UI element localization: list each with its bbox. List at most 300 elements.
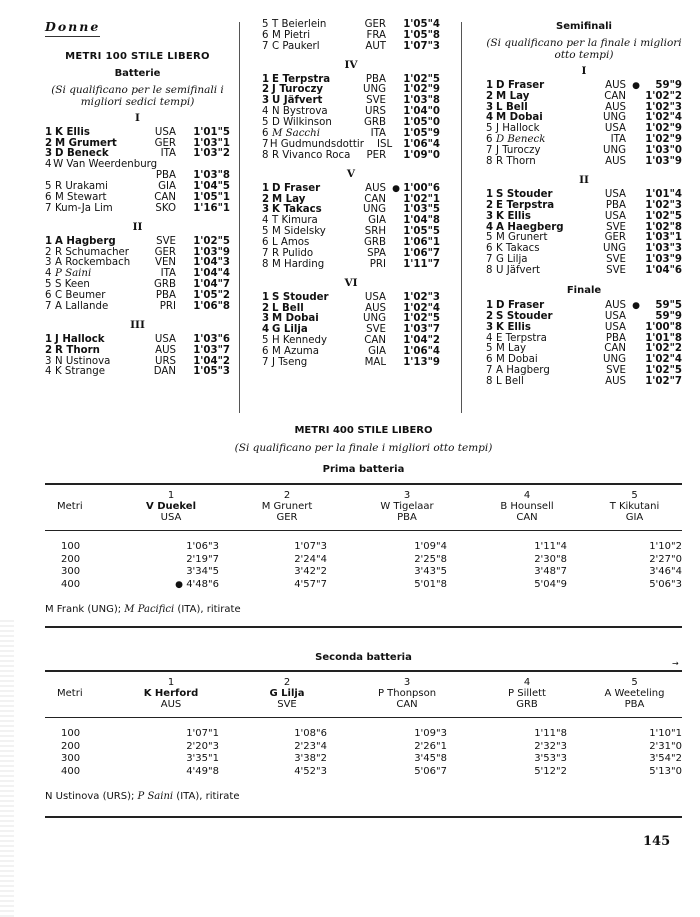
position: 3 [45,355,52,367]
athlete-name: K Ellis [496,210,531,222]
athlete-name: J Tseng [272,356,308,368]
swimmer-nation: CAN [396,699,418,710]
split-distance: 100 [61,541,81,552]
athlete-name: R Vivanco Roca [271,149,351,161]
nation: UNG [603,243,626,255]
heat-2-bottom-rule [45,816,682,818]
position: 6 [262,237,269,249]
heats-subtitle: Batterie [114,67,161,79]
split-time [115,753,227,766]
position: 3 [486,101,494,113]
nation: GER [154,246,176,258]
record-marker [176,171,190,182]
nation: UNG [363,313,386,325]
record-dot-icon: ● [632,80,640,91]
result-row [486,201,682,212]
swimmer-column-header [467,490,587,523]
athlete-name: C Paukerl [272,40,320,52]
athlete-name: U Jäfvert [496,265,541,277]
position: 7 [262,356,269,368]
split-time-value: 2'30"8 [534,553,567,565]
record-marker [626,92,640,103]
split-time-value: 4'57"7 [294,578,327,590]
athlete-name: K Takacs [272,204,322,216]
split-time-value: 3'46"4 [649,566,682,578]
nation: UNG [603,354,626,366]
time: 1'04"8 [403,215,440,227]
athlete-name: D Fraser [496,79,545,91]
athlete-name: S Stouder [272,291,329,303]
metri-column-header: Metri [57,501,83,512]
athlete-name: D Fraser [496,299,545,311]
nation: PBA [155,290,176,302]
position: 5 [262,117,269,129]
time: 1'04"3 [193,257,230,269]
swimmer-column-header [587,677,682,710]
time: 1'02"9 [645,123,682,135]
result-row [45,367,230,378]
record-marker [176,204,190,215]
time: 1'02"8 [645,221,682,233]
record-marker [386,216,400,227]
position: 3 [262,95,270,107]
position: 5 [45,181,52,193]
heat-label: IV [344,58,358,71]
record-marker [626,377,640,388]
record-marker [386,20,400,31]
position: 2 [486,199,494,211]
position: 3 [45,257,52,269]
record-marker [176,149,190,160]
record-marker [386,227,400,238]
time: 1'11"7 [403,258,440,270]
position: 8 [262,149,269,161]
heat-label: I [581,64,587,77]
record-marker [176,357,190,368]
athlete-name: J Turoczy [272,84,324,96]
athlete-name: E Terpstra [272,73,331,85]
nation: CAN [154,191,176,203]
result-row [45,237,230,248]
time: 1'06"4 [403,346,440,358]
swimmer-position: 4 [523,677,531,688]
position: 4 [45,268,52,280]
athlete-name: M Grumert [55,137,117,149]
time: 1'02"7 [645,376,682,388]
nation: ITA [160,268,176,280]
nation: ISL [377,138,393,150]
time: 1'02"4 [403,302,440,314]
split-time-value: 2'31"0 [649,740,682,752]
split-distance: 200 [61,553,81,565]
result-row [486,377,682,388]
position: 4 [45,159,52,171]
split-time-value: 3'38"2 [294,753,327,765]
nation: USA [154,333,176,345]
time: 1'02"9 [403,84,440,96]
time: 1'04"4 [193,268,230,280]
time: 1'02"3 [403,291,440,303]
time: 1'04"2 [403,335,440,347]
heat-2-splits [45,728,682,778]
athlete-name: H Kennedy [272,335,328,347]
nation: AUS [155,344,176,356]
page-number: 145 [643,834,671,849]
split-distance: 400 [61,765,81,777]
time: 1'02"3 [645,101,682,113]
swimmer-position: 5 [631,490,638,501]
nation: PBA [605,199,626,211]
time: 1'02"4 [645,112,682,124]
record-marker [626,323,640,334]
position: 3 [486,321,494,333]
column-right [486,20,682,388]
athlete-name: K Strange [55,366,106,378]
nation: SVE [366,324,386,336]
record-marker [626,157,640,168]
split-time [587,728,682,741]
split-time-value: 2'25"8 [414,553,447,565]
position: 8 [486,156,493,168]
split-time-value: 1'10"2 [649,541,682,552]
time: 1'01"4 [645,188,682,200]
time: 1'02"2 [645,90,682,102]
withdrawn-part-b: P Saini [137,791,174,802]
split-time [467,566,587,579]
nation: USA [604,123,626,135]
column-left [45,20,230,378]
position: 8 [486,376,493,388]
athlete-name: M Sacchi [272,128,320,140]
swimmer-nation: CAN [516,512,538,523]
event-400-title: METRI 400 STILE LIBERO [294,425,433,436]
heat-results [45,128,230,215]
position: 1 [45,126,53,138]
time: 1'04"2 [193,355,230,367]
nation: SVE [606,365,626,377]
time: 1'02"5 [403,73,440,85]
result-row [486,92,682,103]
nation: VEN [154,257,176,269]
position: 6 [45,191,52,203]
time: 1'05"8 [403,29,440,41]
time: 1'05"5 [403,226,440,238]
split-time [467,728,587,741]
heat-1-withdrawn [45,604,241,615]
swimmer-column-header [227,677,347,710]
record-marker [626,190,640,201]
record-marker [386,195,400,206]
split-time [347,566,467,579]
nation: SVE [606,254,626,266]
athlete-name: S Stouder [496,188,553,200]
split-time-value: 5'06"3 [649,578,682,590]
nation: PER [366,149,387,161]
split-time-value: 3'48"7 [534,566,567,578]
split-time-value: 4'49"8 [186,765,219,777]
result-row [486,323,682,334]
time: 1'02"2 [645,343,682,355]
position: 7 [45,301,52,312]
position: 5 [262,335,269,347]
record-marker [626,255,640,266]
position: 7 [486,365,493,377]
heat-1-top-rule [45,483,682,485]
time: 1'04"5 [193,181,230,193]
metri-column-header: Metri [57,688,83,699]
split-time-value: 2'19"7 [186,553,219,565]
swimmer-nation: PBA [397,512,417,523]
athlete-name: A Hagberg [55,235,116,247]
split-distance: 300 [61,753,81,765]
time: 59"9 [655,310,682,322]
time: 1'06"8 [193,301,230,312]
record-marker [626,223,640,234]
time: 1'02"5 [193,235,230,247]
position: 2 [262,84,270,96]
position: 6 [262,128,269,140]
record-marker [626,135,640,146]
position: 6 [486,243,493,255]
semis-subtitle: Semifinali [556,21,612,32]
nation: DAN [153,366,176,378]
nation: GER [364,19,386,30]
record-marker [386,238,400,249]
record-marker [176,128,190,139]
record-marker [386,205,400,216]
time: 1'03"9 [193,246,230,258]
swimmer-name: A Weeteling [604,688,665,699]
result-row [262,260,440,271]
athlete-name: T Beierlein [272,19,327,30]
swimmer-position: 5 [631,677,638,688]
split-time-value: 5'04"9 [534,578,567,590]
athlete-name: R Pulido [272,247,314,259]
position: 6 [262,29,269,41]
split-time [467,753,587,766]
result-row [262,358,440,369]
athlete-name: M Dobai [496,112,543,124]
split-time-value: 2'23"4 [294,740,327,752]
nation: USA [604,310,626,322]
nation: MAL [364,356,386,368]
split-time [347,753,467,766]
time: 1'03"0 [645,145,682,157]
withdrawn-part-a: M Frank (UNG); [45,604,122,615]
record-marker [176,335,190,346]
split-time-value: 3'43"5 [414,566,447,578]
record-dot-icon: ● [392,183,400,194]
athlete-name: L Amos [272,237,310,249]
record-marker [176,237,190,248]
split-time-value: 2'24"4 [294,553,327,565]
position: 1 [45,333,53,345]
swimmer-column-header [587,490,682,523]
time: 1'02"9 [645,134,682,146]
position: 4 [45,366,52,378]
heat-1-header-rule [45,530,682,531]
time: 1'01"8 [645,332,682,344]
heat-results [45,335,230,379]
nation: UNG [363,204,386,216]
swimmer-position: 1 [167,490,175,501]
record-dot-icon: ● [632,300,640,311]
nation: USA [604,188,626,200]
record-marker [626,113,640,124]
record-marker [386,85,400,96]
nation: GRB [154,279,176,291]
heat-label: II [132,220,143,233]
split-distance: 300 [61,566,81,578]
position: 7 [486,254,493,266]
nation: GRB [364,117,386,129]
athlete-name: M Lay [496,343,526,355]
swimmer-column-header [115,490,227,523]
position: 3 [262,313,270,325]
split-time [587,566,682,579]
split-time [227,741,347,754]
swimmer-nation: SVE [277,699,297,710]
split-time [347,728,467,741]
result-row [45,204,230,215]
athlete-name: D Beneck [496,134,546,146]
athlete-name: K Ellis [496,321,531,333]
athlete-name: E Terpstra [496,332,547,344]
swimmer-nation: USA [160,512,182,523]
heat-2-title: Seconda batteria [315,652,412,663]
time: 1'03"7 [193,344,230,356]
position: 4 [486,221,494,233]
time: 1'05"2 [193,290,230,302]
position: 1 [262,73,270,85]
record-marker [626,355,640,366]
swimmer-position: 2 [283,490,291,501]
position: 1 [486,79,494,91]
time: 1'04"6 [645,265,682,277]
record-marker [386,314,400,325]
record-marker [176,193,190,204]
time: 1'03"7 [403,324,440,336]
event-400-note: (Si qualificano per la finale i migliori otto tempi) [234,442,493,454]
position: 5 [486,123,493,135]
position: 2 [262,302,270,314]
record-dot-icon: ● [175,579,183,590]
nation: GER [154,137,176,149]
athlete-name: R Thorn [496,156,536,168]
record-marker [626,266,640,277]
time: 1'13"9 [403,356,440,368]
nation: AUS [605,79,626,91]
split-time [227,554,347,567]
athlete-name: R Schumacher [55,246,129,258]
athlete-name: M Harding [272,258,325,270]
nation: PBA [605,332,626,344]
split-time-value: 4'48"6 [186,578,219,590]
split-time [347,766,467,779]
record-marker [386,325,400,336]
record-marker [386,347,400,358]
split-time-value: 1'07"1 [186,728,219,739]
semis-note: (Si qualificano per la finale i migliori otto tempi) [486,36,682,61]
athlete-name: M Dobai [496,354,538,366]
position: 5 [486,343,493,355]
split-time [227,766,347,779]
swimmer-name: T Kikutani [609,501,660,512]
time: 1'03"3 [645,243,682,255]
withdrawn-part-a: N Ustinova (URS); [45,791,135,802]
heat-1-header [45,490,682,523]
nation: SVE [606,265,626,277]
time: 1'05"9 [403,128,440,140]
heat-label: I [135,111,140,124]
position: 5 [262,226,269,238]
split-time [467,766,587,779]
athlete-name: S Keen [55,279,90,291]
nation: PRI [369,258,386,270]
time: 1'03"2 [193,148,230,160]
position: 3 [486,210,494,222]
time: 1'02"5 [645,210,682,222]
position: 4 [262,215,269,227]
split-time [587,766,682,779]
swimmer-column-header [227,490,347,523]
heat-label: V [346,167,356,180]
swimmer-column-header [115,677,227,710]
nation: UNG [363,84,386,96]
nation: GER [604,232,626,244]
record-marker [626,146,640,157]
nation: SVE [606,221,626,233]
split-time-value: 1'11"4 [534,541,567,552]
heat-results [486,81,682,168]
time: 1'03"1 [645,232,682,244]
nation: PBA [365,73,386,85]
split-time-value: 1'09"4 [414,541,447,552]
split-time-value: 3'53"3 [534,753,567,765]
time: 1'03"1 [193,137,230,149]
split-time-value: 5'13"0 [649,765,682,777]
athlete-name: R Thorn [55,344,100,356]
time: 1'03"6 [193,333,230,345]
split-distance: 100 [61,728,81,739]
record-marker [386,118,400,129]
athlete-name: M Lay [496,90,530,102]
heats-left-list [45,113,230,379]
swimmer-name: V Duekel [145,501,196,512]
position: 7 [486,145,493,157]
result-row [262,293,440,304]
split-time-value: 2'26"1 [414,740,447,752]
record-marker [386,96,400,107]
record-marker [176,280,190,291]
swimmer-nation: PBA [624,699,645,710]
time: 1'06"1 [403,237,440,249]
split-time [587,579,682,592]
athlete-name: Kum-Ja Lim [55,202,113,214]
record-marker [176,346,190,357]
athlete-name: L Bell [496,376,524,388]
record-marker [386,358,400,369]
position: 3 [45,148,53,160]
swimmer-name: G Lilja [269,688,305,699]
heat-results [486,190,682,277]
swimmer-name: M Grunert [261,501,313,512]
athlete-name: E Terpstra [496,199,555,211]
nation: PBA [155,170,176,182]
nation: AUS [605,101,626,113]
position: 6 [486,354,493,366]
nation: CAN [364,193,386,205]
